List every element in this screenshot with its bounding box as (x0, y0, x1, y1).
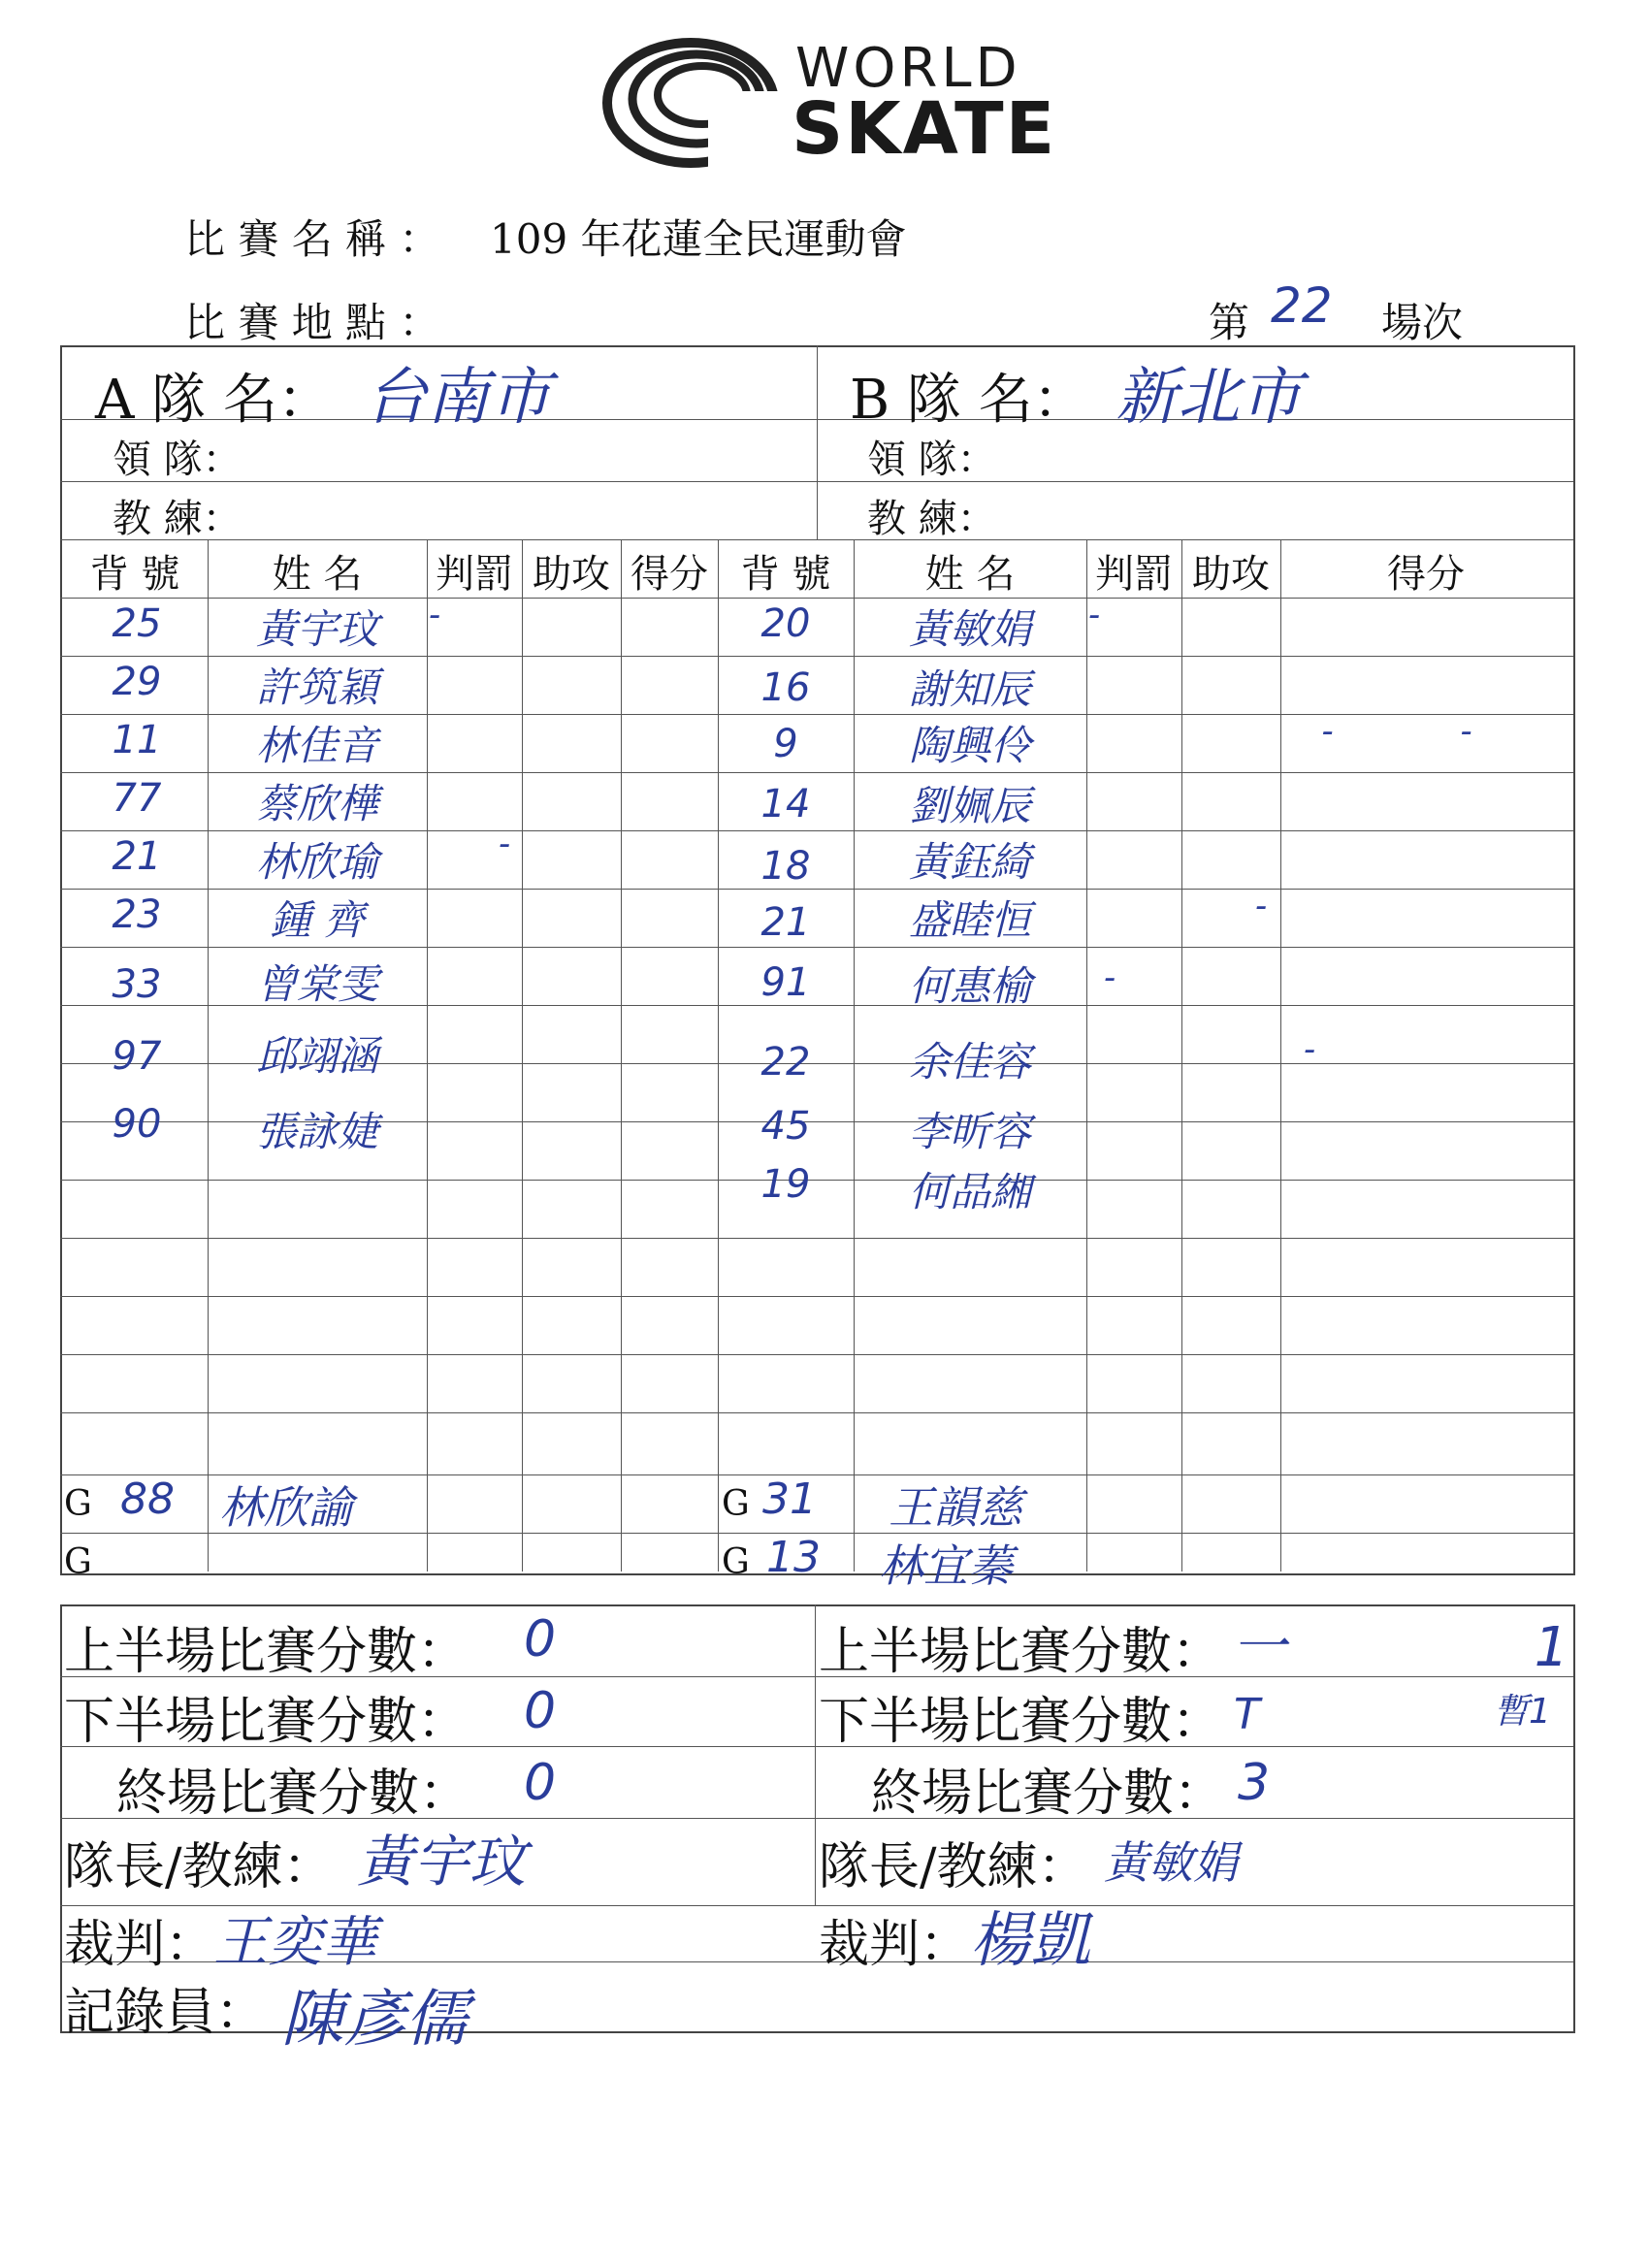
b-referee-label: 裁判： (819, 1916, 971, 1974)
player-number: 91 (760, 960, 811, 1005)
game-suffix: 場次 (1381, 299, 1464, 346)
col-header-b-number: 背 號 (740, 552, 831, 597)
goalie-number: 13 (766, 1533, 821, 1582)
player-name: 李昕容 (908, 1108, 1031, 1155)
col-header-a-number: 背 號 (89, 552, 180, 597)
player-name: 劉姵辰 (908, 782, 1031, 829)
goalie-number: 88 (120, 1474, 175, 1524)
b-final-score: 3 (1238, 1754, 1271, 1812)
player-number: 33 (112, 962, 162, 1007)
player-number: 23 (112, 892, 162, 937)
player-number: 77 (112, 776, 162, 821)
a-first-half-label: 上半場比賽分數： (64, 1623, 469, 1681)
player-name: 陶興伶 (908, 722, 1031, 769)
player-name: 黃鈺綺 (908, 838, 1031, 886)
recorder-label: 記錄員： (64, 1984, 267, 2042)
a-captain-signature: 黃宇玟 (357, 1829, 527, 1895)
b-first-half-score: 一 1 (1232, 1616, 1569, 1679)
logo-word-skate: SKATE (792, 87, 1057, 171)
player-name: 黃宇玟 (255, 605, 378, 653)
player-number: 14 (760, 782, 811, 826)
b-second-half-note: 暫1 (1494, 1692, 1551, 1732)
player-name: 蔡欣樺 (255, 780, 378, 827)
team-b-leader-label: 領 隊： (867, 437, 996, 482)
goalie-number: 31 (762, 1474, 817, 1524)
player-penalty: - (498, 825, 511, 863)
team-a-name: 台南市 (365, 362, 551, 434)
player-name: 盛睦恒 (908, 896, 1031, 944)
player-score: - - (1321, 712, 1531, 751)
goalie-prefix: G (64, 1484, 92, 1524)
b-second-half-score: T (1234, 1690, 1260, 1739)
a-referee-signature: 王奕華 (213, 1911, 376, 1974)
player-number: 9 (773, 722, 798, 766)
player-score: - (1303, 1030, 1316, 1069)
team-a-label: A 隊 名： (95, 369, 333, 432)
player-number: 21 (760, 900, 811, 945)
goalie-prefix: G (722, 1484, 750, 1524)
match-name-label: 比 賽 名 稱 ： (184, 215, 440, 263)
goalie-name: 林宜蓁 (879, 1539, 1013, 1592)
recorder-signature: 陳彥儒 (281, 1984, 468, 2056)
player-name: 張詠婕 (255, 1108, 378, 1155)
player-name: 黃敏娟 (908, 605, 1031, 653)
player-name: 余佳容 (908, 1038, 1031, 1085)
player-number: 19 (760, 1162, 811, 1207)
a-final-label: 終場比賽分數： (116, 1765, 470, 1823)
player-name: 邱翊涵 (255, 1032, 378, 1080)
player-penalty: - (428, 596, 441, 634)
player-penalty: - (1087, 596, 1101, 634)
player-number: 18 (760, 844, 811, 889)
player-number: 90 (112, 1102, 162, 1147)
match-name-value: 109 年花蓮全民運動會 (490, 215, 907, 263)
player-penalty: - (1103, 958, 1116, 997)
swirl-logo-icon (601, 27, 786, 173)
b-captain-signature: 黃敏娟 (1104, 1836, 1238, 1889)
team-b-coach-label: 教 練： (867, 497, 996, 541)
col-header-b-score: 得分 (1387, 552, 1465, 597)
col-header-a-penalty: 判罰 (436, 552, 513, 597)
player-name: 林欣瑜 (255, 838, 378, 886)
col-header-b-penalty: 判罰 (1095, 552, 1173, 597)
goalie-prefix: G (64, 1542, 92, 1582)
player-number: 45 (760, 1104, 811, 1149)
logo-word-world: WORLD (795, 37, 1021, 100)
goalie-name: 林欣諭 (219, 1481, 353, 1534)
player-assist: - (1254, 887, 1268, 925)
player-name: 曾棠雯 (255, 960, 378, 1008)
team-a-leader-label: 領 隊： (113, 437, 242, 482)
col-header-b-assist: 助攻 (1192, 552, 1270, 597)
game-prefix: 第 (1209, 299, 1250, 346)
a-final-score: 0 (524, 1754, 557, 1812)
player-name: 許筑穎 (255, 664, 378, 711)
a-second-half-label: 下半場比賽分數： (64, 1693, 469, 1751)
player-name: 何品緗 (908, 1168, 1031, 1215)
team-b-name: 新北市 (1116, 362, 1302, 434)
col-header-b-name: 姓 名 (924, 552, 1016, 597)
player-name: 鍾 齊 (270, 896, 365, 944)
world-skate-logo (601, 27, 1106, 173)
goalie-prefix: G (722, 1542, 750, 1582)
player-number: 22 (760, 1040, 811, 1085)
player-number: 16 (760, 665, 811, 710)
b-captain-label: 隊長/教練： (819, 1838, 1088, 1896)
a-first-half-score: 0 (524, 1610, 557, 1669)
player-number: 21 (112, 834, 162, 879)
team-b-label: B 隊 名： (850, 369, 1087, 432)
match-venue-label: 比 賽 地 點 ： (184, 299, 440, 346)
col-header-a-name: 姓 名 (272, 552, 363, 597)
a-referee-label: 裁判： (64, 1916, 216, 1974)
goalie-name: 王韻慈 (889, 1481, 1022, 1534)
b-referee-signature: 楊凱 (970, 1904, 1091, 1975)
col-header-a-score: 得分 (630, 552, 708, 597)
player-name: 何惠榆 (908, 962, 1031, 1010)
player-number: 29 (112, 660, 162, 704)
game-number: 22 (1271, 277, 1333, 334)
a-captain-label: 隊長/教練： (64, 1838, 334, 1896)
col-header-a-assist: 助攻 (533, 552, 610, 597)
player-name: 謝知辰 (908, 665, 1031, 713)
player-name: 林佳音 (255, 722, 378, 769)
team-a-coach-label: 教 練： (113, 497, 242, 541)
player-number: 20 (760, 601, 811, 646)
a-second-half-score: 0 (524, 1682, 557, 1740)
player-number: 97 (112, 1034, 162, 1079)
player-number: 11 (112, 718, 162, 762)
b-final-label: 終場比賽分數： (871, 1765, 1225, 1823)
b-second-half-label: 下半場比賽分數： (819, 1693, 1223, 1751)
player-number: 25 (112, 601, 162, 646)
b-first-half-label: 上半場比賽分數： (819, 1623, 1223, 1681)
